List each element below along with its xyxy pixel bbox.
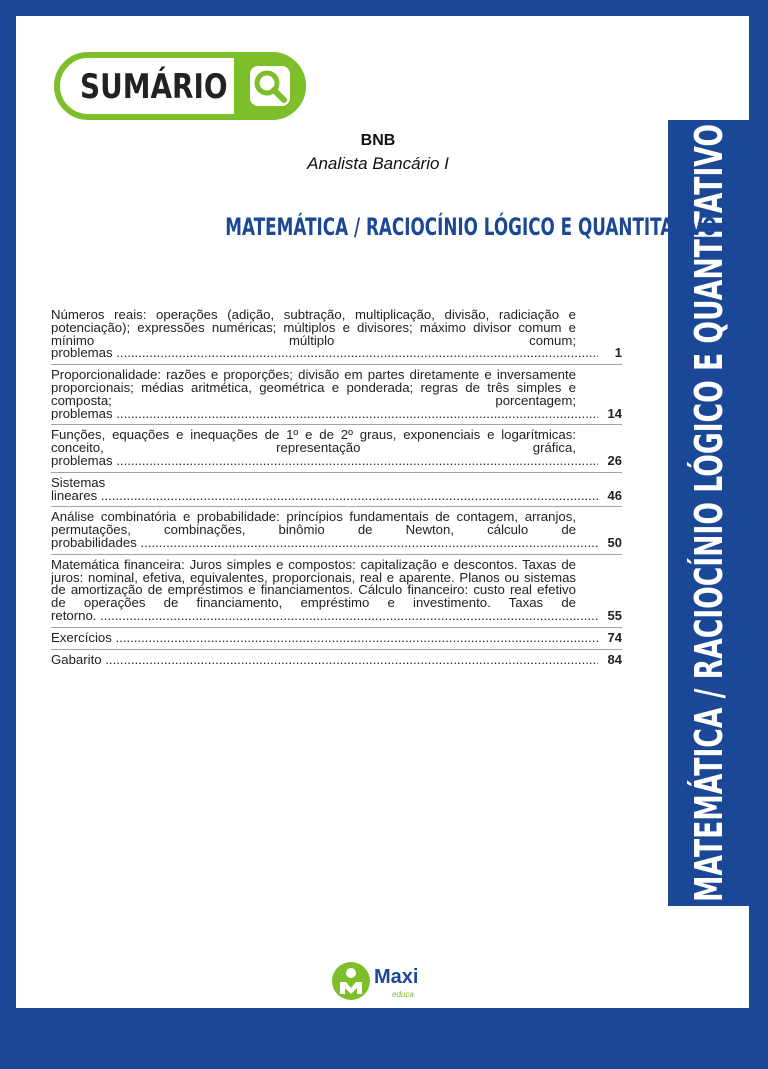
toc-entry-page: 1 [614,345,622,361]
toc-entry [51,629,622,650]
section-title: MATEMÁTICA / RACIOCÍNIO LÓGICO E QUANTITATIVO [225,213,717,241]
toc-entry-label: Proporcionalidade: razões e proporções; divisão em partes diretamente e inversamente proporcionais; médias aritmética, geométrica e ponderada; regras de três simples e composta; porcentagem; problemas ..... [51,369,598,420]
sumario-badge [54,52,306,120]
role-name: Analista Bancário I [307,154,449,173]
toc-entry-label: Exercícios ..... [51,632,598,645]
toc-entry [51,369,622,425]
toc-entry-label: Funções, equações e inequações de 1º e de 2º graus, exponenciais e logarítmicas: conceito, representação gráfica, problemas ..... [51,429,598,467]
toc-entry-text [51,429,598,467]
magnifier-badge [234,52,306,120]
toc-entry-text [51,309,598,360]
toc-entry-text [51,511,598,549]
table-of-contents [51,309,622,674]
toc-entry [51,309,622,365]
toc-entry [51,477,622,508]
toc-entry-page: 74 [607,629,622,645]
toc-entry-page: 46 [607,487,622,503]
maxi-educa-logo [330,960,440,1004]
search-icon [248,64,292,108]
toc-entry-text [51,477,598,503]
organization-name: BNB [360,132,396,149]
toc-entry-page: 50 [607,534,622,550]
toc-entry-label: Números reais: operações (adição, subtração, multiplicação, divisão, radiciação e potenciação); expressões numéricas; múltiplos e divisores; máximo divisor comum e mínimo múltiplo comum; problemas ..... [51,309,598,360]
toc-entry [51,651,622,671]
toc-entry-page: 55 [607,607,622,623]
toc-entry [51,559,622,628]
logo-sub: educa [392,990,414,999]
toc-entry-text [51,654,598,667]
toc-entry-label: Gabarito ..... [51,654,598,667]
toc-entry [51,429,622,472]
toc-entry-page: 26 [607,452,622,468]
toc-entry-label: Análise combinatória e probabilidade: princípios fundamentais de contagem, arranjos, permutações, combinações, binômio de Newton, cálculo de probabilidades ..... [51,511,598,549]
logo-name: Maxi [374,966,419,988]
toc-entry-label: Sistemas lineares ..... [51,477,598,503]
toc-entry-label: Matemática financeira: Juros simples e compostos: capitalização e descontos. Taxas de juros: nominal, efetiva, equivalentes, proporcionais, real e aparente. Planos ou sistemas de amortização de empréstimos e financiamentos. Cálculo financeiro: custo real efetivo de operações de financiamento, empréstimo e investimento. Taxas de retorno. ..... [51,559,598,623]
maxi-logo-icon [330,960,372,1002]
toc-entry-text [51,369,598,420]
toc-entry [51,511,622,554]
side-tab-label: MATEMÁTICA / RACIOCÍNIO LÓGICO E QUANTITATIVO [687,123,731,903]
toc-entry-page: 14 [607,405,622,421]
sumario-label: SUMÁRIO [80,67,228,107]
toc-entry-text [51,559,598,623]
toc-entry-page: 84 [607,651,622,667]
toc-entry-text [51,632,598,645]
